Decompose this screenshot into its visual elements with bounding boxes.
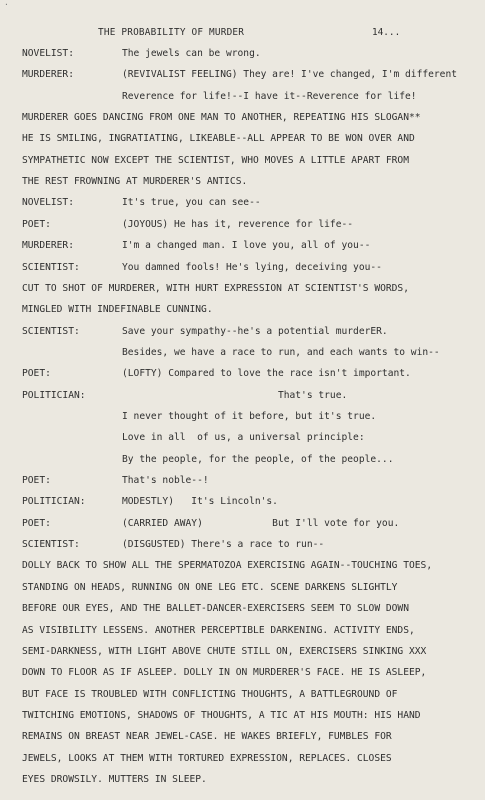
dialogue-line: (REVIVALIST FEELING) They are! I've changed, I'm different [122, 69, 458, 81]
speaker-label: SCIENTIST: [22, 261, 80, 273]
speaker-label: SCIENTIST: [22, 325, 80, 337]
stage-direction: DOWN TO FLOOR AS IF ASLEEP. DOLLY IN ON MURDERER'S FACE. HE IS ASLEEP, [22, 667, 427, 679]
stage-direction: SYMPATHETIC NOW EXCEPT THE SCIENTIST, WHO MOVES A LITTLE APART FROM [22, 154, 409, 166]
dialogue-line: Love in all of us, a universal principle: [122, 432, 365, 444]
dialogue-line: I never thought of it before, but it's true. [122, 411, 377, 422]
stage-direction: SEMI-DARKNESS, WITH LIGHT ABOVE CHUTE STILL ON, EXERCISERS SINKING XXX [22, 645, 427, 657]
stage-direction: DOLLY BACK TO SHOW ALL THE SPERMATOZOA EXERCISING AGAIN--TOUCHING TOES, [22, 560, 433, 572]
dialogue-line: (JOYOUS) He has it, reverence for life-- [122, 218, 354, 230]
speaker-label: POET: [22, 517, 51, 529]
dialogue-line: (DISGUSTED) There's a race to run-- [122, 539, 325, 551]
dialogue-line: By the people, for the people, of the people... [122, 453, 394, 465]
dialogue-line: Besides, we have a race to run, and each wants to win-- [122, 346, 440, 358]
stage-direction: REMAINS ON BREAST NEAR JEWEL-CASE. HE WAKES BRIEFLY, FUMBLES FOR [22, 731, 392, 743]
stage-direction: THE REST FROWNING AT MURDERER'S ANTICS. [22, 176, 248, 188]
dialogue-line: Reverence for life!--I have it--Reverence for life! [122, 90, 417, 102]
dialogue-line: Save your sympathy--he's a potential murderER. [122, 325, 388, 337]
dialogue-line: (CARRIED AWAY) But I'll vote for you. [122, 517, 400, 529]
stage-direction: MINGLED WITH INDEFINABLE CUNNING. [22, 304, 213, 316]
dialogue-line: You damned fools! He's lying, deceiving you-- [122, 261, 382, 273]
speaker-label: POLITICIAN: [22, 389, 86, 401]
speaker-label: POET: [22, 475, 51, 487]
stage-direction: EYES DROWSILY. MUTTERS IN SLEEP. [22, 774, 207, 785]
stage-direction: HE IS SMILING, INGRATIATING, LIKEABLE--ALL APPEAR TO BE WON OVER AND [22, 133, 415, 145]
stage-direction: BEFORE OUR EYES, AND THE BALLET-DANCER-EXERCISERS SEEM TO SLOW DOWN [22, 603, 409, 615]
speaker-label: MURDERER: [22, 69, 74, 81]
stage-direction: JEWELS, LOOKS AT THEM WITH TORTURED EXPRESSION, REPLACES. CLOSES [22, 752, 392, 764]
stage-direction: STANDING ON HEADS, RUNNING ON ONE LEG ETC. SCENE DARKENS SLIGHTLY [22, 581, 398, 593]
stage-direction: MURDERER GOES DANCING FROM ONE MAN TO ANOTHER, REPEATING HIS SLOGAN** [22, 112, 421, 124]
dialogue-line: I'm a changed man. I love you, all of you-- [122, 240, 371, 252]
dialogue-line: That's noble--! [122, 475, 209, 487]
stage-direction: CUT TO SHOT OF MURDERER, WITH HURT EXPRESSION AT SCIENTIST'S WORDS, [22, 282, 409, 294]
page-number: 14... [372, 27, 401, 38]
speaker-label: POLITICIAN: [22, 496, 86, 508]
punch-mark: · [4, 0, 9, 9]
dialogue-line: It's true, you can see-- [122, 197, 261, 209]
dialogue-line: (LOFTY) Compared to love the race isn't important. [122, 368, 411, 380]
speaker-label: NOVELIST: [22, 48, 74, 59]
dialogue-line: The jewels can be wrong. [122, 48, 261, 59]
page-title: THE PROBABILITY OF MURDER [98, 27, 245, 38]
stage-direction: AS VISIBILITY LESSENS. ANOTHER PERCEPTIBLE DARKENING. ACTIVITY ENDS, [22, 624, 415, 636]
speaker-label: POET: [22, 218, 51, 230]
speaker-label: POET: [22, 368, 51, 380]
stage-direction: TWITCHING EMOTIONS, SHADOWS OF THOUGHTS, A TIC AT HIS MOUTH: HIS HAND [22, 709, 421, 721]
dialogue-line: That's true. [122, 389, 348, 401]
speaker-label: NOVELIST: [22, 197, 74, 209]
dialogue-line: MODESTLY) It's Lincoln's. [122, 496, 278, 508]
speaker-label: SCIENTIST: [22, 539, 80, 551]
stage-direction: BUT FACE IS TROUBLED WITH CONFLICTING THOUGHTS, A BATTLEGROUND OF [22, 688, 398, 700]
speaker-label: MURDERER: [22, 240, 74, 252]
